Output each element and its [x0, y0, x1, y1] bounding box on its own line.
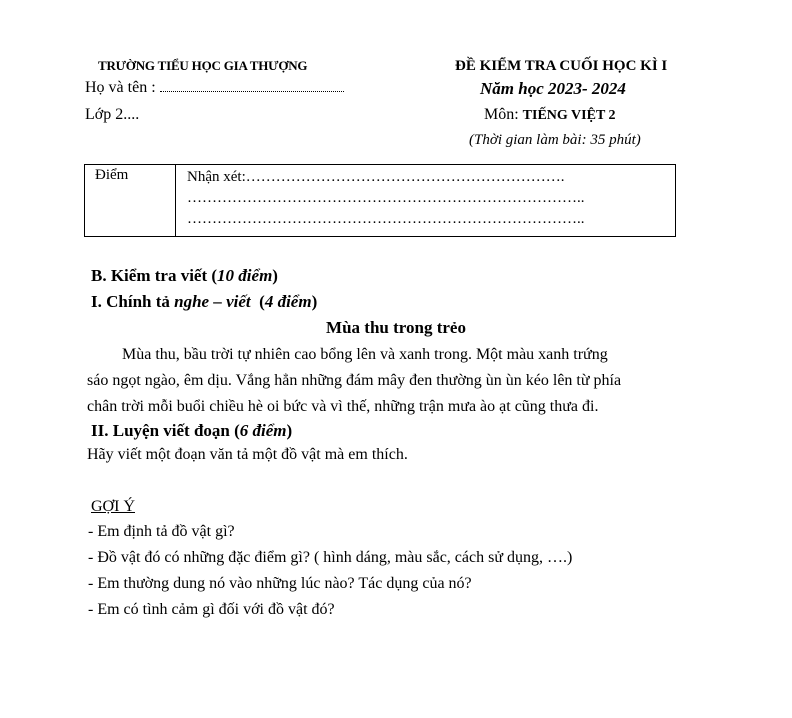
student-name-line: [85, 79, 344, 97]
class-label: Lớp 2....: [85, 106, 140, 123]
section-1-heading: [91, 292, 317, 312]
school-year: Năm học 2023- 2024: [480, 79, 626, 98]
section-1-points: 4 điểm: [264, 292, 312, 311]
time-limit: (Thời gian làm bài: 35 phút): [469, 132, 641, 148]
comment-line-3: ……………………………………………………………………..: [187, 211, 585, 227]
section-2-points: 6 điểm: [239, 421, 287, 440]
comment-line-2: ……………………………………………………………………..: [187, 190, 585, 206]
hint-item: - Em thường dung nó vào những lúc nào? Tác dụng của nó?: [88, 575, 472, 592]
subject-label: Môn:: [484, 106, 519, 123]
section-1-points-open: (: [250, 292, 265, 311]
hint-item: - Đồ vật đó có những đặc điểm gì? ( hình dáng, màu sắc, cách sử dụng, ….): [88, 549, 573, 566]
passage-line-1: Mùa thu, bầu trời tự nhiên cao bổng lên và xanh trong. Một màu xanh trứng: [122, 346, 608, 363]
subject-name: TIẾNG VIỆT 2: [522, 108, 616, 123]
score-label: Điểm: [95, 167, 129, 183]
passage-line-2: sáo ngọt ngào, êm dịu. Vắng hẳn những đám mây đen thường ùn ùn kéo lên từ phía: [87, 372, 622, 389]
section-1-prefix: I. Chính tả: [91, 292, 175, 311]
comment-cell: [176, 165, 675, 236]
hints-title: GỢI Ý: [91, 498, 135, 515]
section-b-suffix: ): [272, 266, 278, 285]
writing-task: Hãy viết một đoạn văn tả một đồ vật mà em thích.: [87, 446, 408, 463]
school-name: TRƯỜNG TIỂU HỌC GIA THƯỢNG: [98, 58, 308, 73]
score-cell: [85, 165, 176, 236]
subject-line: [484, 106, 616, 124]
section-1-mode: nghe – viết: [174, 292, 251, 311]
section-2-heading: [91, 421, 292, 441]
exam-title: ĐỀ KIỂM TRA CUỐI HỌC KÌ I: [455, 58, 668, 74]
section-1-suffix: ): [311, 292, 318, 311]
section-b-prefix: B. Kiểm tra viết (: [91, 266, 218, 285]
passage-title: Mùa thu trong trẻo: [326, 318, 466, 337]
section-2-suffix: ): [286, 421, 293, 440]
section-b-points: 10 điểm: [217, 266, 273, 285]
student-name-label: Họ và tên :: [85, 79, 156, 96]
student-name-blank: [160, 81, 344, 92]
comment-line-1: Nhận xét:……………………………………………………….: [187, 169, 565, 185]
section-b-heading: [91, 266, 278, 286]
hint-item: - Em định tả đồ vật gì?: [88, 523, 235, 540]
passage-line-3: chân trời mỗi buổi chiều hè oi bức và vì thế, những trận mưa ào ạt cũng thưa đi.: [87, 398, 599, 415]
score-comment-table: [84, 164, 676, 237]
dictation-passage: [87, 342, 747, 420]
section-2-prefix: II. Luyện viết đoạn (: [91, 421, 240, 440]
hint-item: - Em có tình cảm gì đối với đồ vật đó?: [88, 601, 335, 618]
